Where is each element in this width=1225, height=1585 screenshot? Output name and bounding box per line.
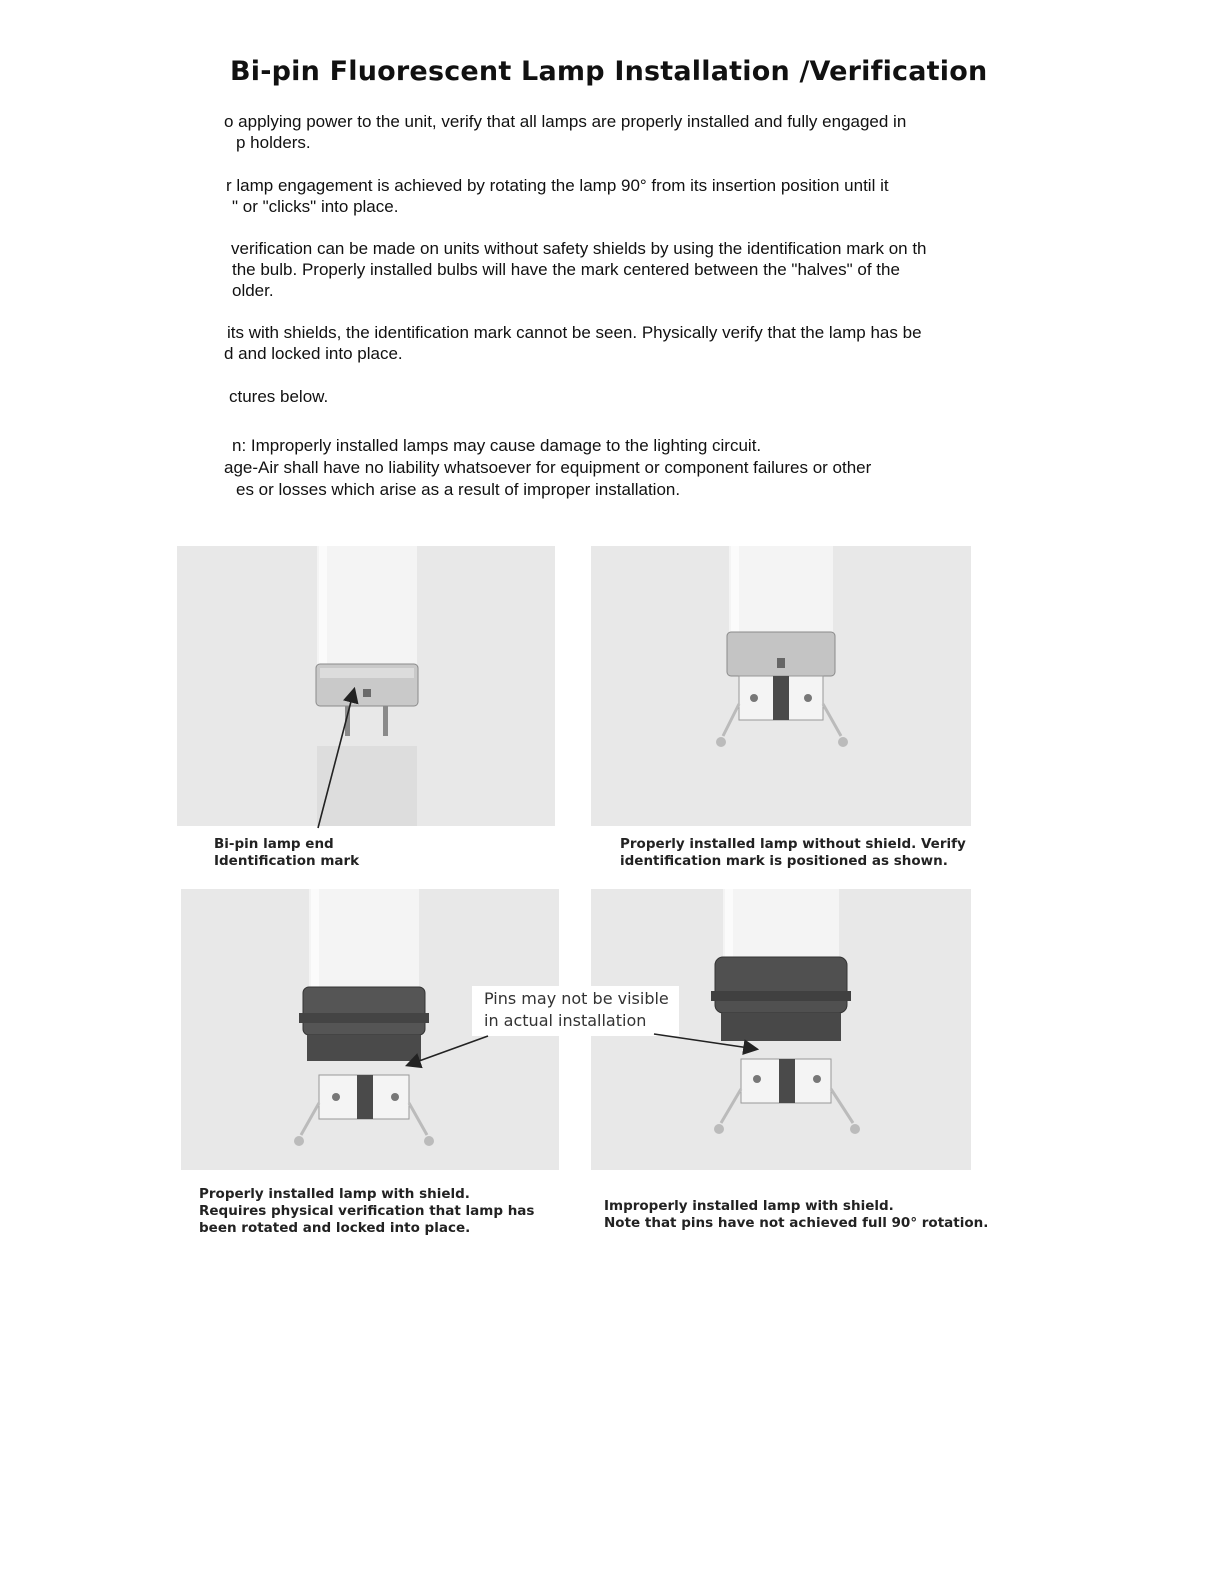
paragraph-line: es or losses which arise as a result of improper installation. (236, 480, 681, 499)
caption-line: identification mark is positioned as shown. (620, 853, 948, 869)
photo2-caption (620, 836, 966, 870)
paragraph-line: older. (232, 281, 274, 300)
photo4-caption (604, 1198, 988, 1232)
paragraph-line: age-Air shall have no liability whatsoever for equipment or component failures or other (224, 458, 872, 477)
paragraph-line: the bulb. Properly installed bulbs will have the mark centered between the "halves" of the (232, 260, 900, 279)
caption-line: Bi-pin lamp end (214, 836, 334, 852)
paragraph-line: r lamp engagement is achieved by rotating the lamp 90° from its insertion position until it (226, 176, 889, 195)
photo1-caption (214, 836, 359, 870)
photo-installed-no-shield (591, 546, 971, 826)
paragraph-line: its with shields, the identification mark cannot be seen. Physically verify that the lamp has be (227, 323, 922, 342)
paragraph-line: o applying power to the unit, verify that all lamps are properly installed and fully engaged in (224, 112, 907, 131)
photo3-caption (199, 1186, 534, 1237)
lamp-end-illustration (177, 546, 555, 826)
caption-line: Properly installed lamp without shield. Verify (620, 836, 966, 852)
paragraph-line: n: Improperly installed lamps may cause damage to the lighting circuit. (232, 436, 762, 455)
caption-line: Properly installed lamp with shield. (199, 1186, 470, 1202)
paragraph-line: p holders. (236, 133, 311, 152)
paragraph-line: verification can be made on units without safety shields by using the identification mark on th (231, 239, 927, 258)
page-title: Bi-pin Fluorescent Lamp Installation /Verification (230, 56, 988, 87)
lamp-holder-illustration (591, 546, 971, 826)
caption-line: Improperly installed lamp with shield. (604, 1198, 894, 1214)
caption-line: Identification mark (214, 853, 360, 869)
caption-line: been rotated and locked into place. (199, 1220, 471, 1236)
paragraph-line: ctures below. (229, 387, 329, 406)
callout-line: in actual installation (484, 1011, 647, 1030)
caption-line: Requires physical verification that lamp has (199, 1203, 535, 1219)
paragraph-line: " or "clicks" into place. (232, 197, 399, 216)
callout-line: Pins may not be visible (484, 989, 669, 1008)
pins-callout (472, 986, 679, 1036)
photo-bipin-lamp-end (177, 546, 555, 826)
caption-line: Note that pins have not achieved full 90° rotation. (604, 1215, 989, 1231)
paragraph-line: d and locked into place. (224, 344, 403, 363)
